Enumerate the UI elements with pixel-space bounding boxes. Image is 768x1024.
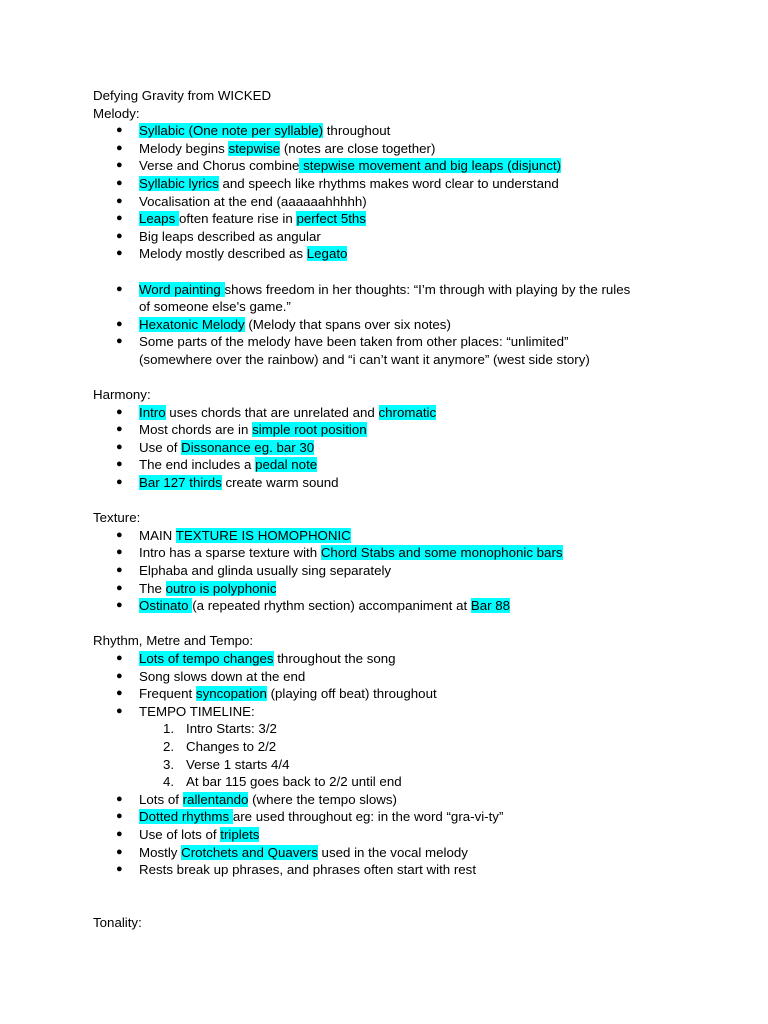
list-item-continuation: (somewhere over the rainbow) and “i can’t want it anymore” (west side story) bbox=[139, 351, 590, 367]
document-title: Defying Gravity from WICKED bbox=[93, 88, 272, 103]
list-item: ● Elphaba and glinda usually sing separately bbox=[116, 563, 392, 579]
bullet-icon: ● bbox=[116, 810, 123, 823]
list-item: ● Most chords are in simple root position bbox=[116, 422, 367, 438]
bullet-icon: ● bbox=[116, 317, 123, 330]
bullet-icon: ● bbox=[116, 405, 123, 418]
bullet-icon: ● bbox=[116, 212, 123, 225]
bullet-icon: ● bbox=[116, 564, 123, 577]
section-heading-harmony: Harmony: bbox=[93, 387, 151, 403]
list-item: ● Frequent syncopation (playing off beat) throughout bbox=[116, 686, 437, 702]
list-item: ● Bar 127 thirds create warm sound bbox=[116, 475, 339, 491]
bullet-icon: ● bbox=[116, 652, 123, 664]
list-item: ● Dotted rhythms are used throughout eg: in the word “gra-vi-ty” bbox=[116, 809, 504, 825]
bullet-icon: ● bbox=[116, 827, 123, 840]
bullet-icon: ● bbox=[116, 546, 123, 559]
bullet-icon: ● bbox=[116, 528, 123, 541]
list-item: ● Word painting shows freedom in her thoughts: “I’m through with playing by the rules bbox=[116, 281, 631, 297]
bullet-icon: ● bbox=[116, 335, 123, 348]
bullet-icon: ● bbox=[116, 159, 123, 172]
bullet-icon: ● bbox=[116, 704, 123, 717]
timeline-item: 4. At bar 115 goes back to 2/2 until end bbox=[163, 774, 402, 790]
list-item: ● Song slows down at the end bbox=[116, 668, 306, 684]
list-item: ● Leaps often feature rise in perfect 5ths bbox=[116, 211, 366, 227]
list-item: ● Use of Dissonance eg. bar 30 bbox=[116, 439, 315, 455]
bullet-icon: ● bbox=[116, 124, 123, 137]
list-item: ● Verse and Chorus combine stepwise movement and big leaps (disjunct) bbox=[116, 158, 562, 174]
bullet-icon: ● bbox=[116, 669, 123, 682]
list-item: ● Rests break up phrases, and phrases often start with rest bbox=[116, 862, 477, 878]
bullet-icon: ● bbox=[116, 229, 123, 242]
list-item: ● Melody mostly described as Legato bbox=[116, 246, 348, 262]
list-item: ● Intro has a sparse texture with Chord Stabs and some monophonic bars bbox=[116, 545, 563, 561]
bullet-icon: ● bbox=[116, 863, 123, 876]
section-heading-texture: Texture: bbox=[93, 510, 141, 526]
bullet-icon: ● bbox=[116, 845, 123, 858]
timeline-item: 2. Changes to 2/2 bbox=[163, 738, 277, 754]
list-item: ● Melody begins stepwise (notes are close together) bbox=[116, 140, 436, 156]
list-item: ● Hexatonic Melody (Melody that spans over six notes) bbox=[116, 316, 451, 332]
list-item: ● The outro is polyphonic bbox=[116, 580, 277, 596]
bullet-icon: ● bbox=[116, 176, 123, 189]
list-item: ● Some parts of the melody have been taken from other places: “unlimited” bbox=[116, 334, 569, 350]
list-item: ● Lots of rallentando (where the tempo slows) bbox=[116, 791, 397, 807]
bullet-icon: ● bbox=[116, 476, 123, 489]
list-item: ● Big leaps described as angular bbox=[116, 228, 321, 244]
list-item: ● Syllabic lyrics and speech like rhythms makes word clear to understand bbox=[116, 175, 559, 191]
bullet-icon: ● bbox=[116, 599, 123, 612]
bullet-icon: ● bbox=[116, 247, 123, 260]
list-item: ● Mostly Crotchets and Quavers used in the vocal melody bbox=[116, 844, 468, 860]
bullet-icon: ● bbox=[116, 687, 123, 700]
section-heading-rhythm: Rhythm, Metre and Tempo: bbox=[93, 633, 254, 649]
section-heading-tonality: Tonality: bbox=[93, 914, 142, 930]
timeline-item: 3. Verse 1 starts 4/4 bbox=[163, 756, 290, 772]
list-item: ● The end includes a pedal note bbox=[116, 457, 318, 473]
list-item: ● TEMPO TIMELINE: bbox=[116, 703, 255, 719]
list-item: ● Vocalisation at the end (aaaaaahhhhh) bbox=[116, 193, 367, 209]
list-item: ● Ostinato (a repeated rhythm section) accompaniment at Bar 88 bbox=[116, 598, 511, 614]
bullet-icon: ● bbox=[116, 141, 123, 154]
bullet-icon: ● bbox=[116, 458, 123, 471]
bullet-icon: ● bbox=[116, 792, 123, 805]
bullet-icon: ● bbox=[116, 423, 123, 436]
list-item-continuation: of someone else's game.” bbox=[139, 299, 291, 315]
list-item: ● MAIN TEXTURE IS HOMOPHONIC bbox=[116, 527, 351, 543]
document-body bbox=[93, 87, 693, 932]
timeline-item: 1. Intro Starts: 3/2 bbox=[163, 721, 277, 737]
bullet-icon: ● bbox=[116, 581, 123, 594]
list-item: ● Syllabic (One note per syllable) throughout bbox=[116, 123, 391, 139]
list-item: ● Lots of tempo changes throughout the song bbox=[116, 651, 396, 666]
bullet-icon: ● bbox=[116, 194, 123, 207]
bullet-icon: ● bbox=[116, 440, 123, 453]
section-heading-melody: Melody: bbox=[93, 105, 140, 121]
list-item: ● Intro uses chords that are unrelated and chromatic bbox=[116, 404, 437, 420]
bullet-icon: ● bbox=[116, 282, 123, 295]
list-item: ● Use of lots of triplets bbox=[116, 826, 260, 842]
